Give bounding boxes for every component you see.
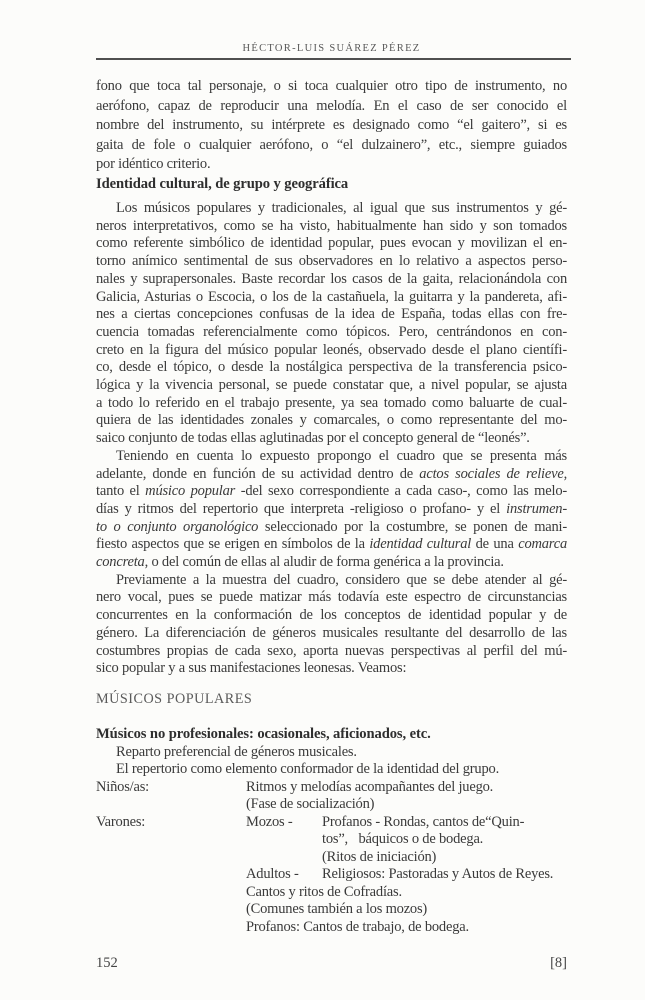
list-row bbox=[96, 884, 567, 902]
text-line: a todo lo referido en el trabajo presente, ya sea tomado como baluarte de cual- bbox=[96, 394, 567, 411]
text-line: lógica y la vivencia personal, se puede constatar que, a nivel popular, se ajusta bbox=[96, 377, 567, 394]
list-row bbox=[96, 866, 567, 884]
list-row bbox=[96, 901, 567, 919]
text-line: por idéntico criterio. bbox=[96, 156, 211, 172]
list-cell: Adultos - bbox=[246, 866, 299, 882]
text-line: sico popular y a sus manifestaciones leonesas. Veamos: bbox=[96, 660, 407, 677]
text-line: nales y suprapersonales. Baste recordar los casos de la gaita, relacionándola con bbox=[96, 270, 567, 287]
list-row bbox=[96, 814, 567, 832]
running-header: HÉCTOR-LUIS SUÁREZ PÉREZ bbox=[242, 43, 421, 54]
text-line: nero vocal, pues se puede matizar más todavía este espectro de circunstancias bbox=[96, 589, 567, 606]
classification-list bbox=[96, 744, 567, 937]
list-cell: Profanos: Cantos de trabajo, de bodega. bbox=[246, 918, 469, 935]
list-row bbox=[96, 744, 567, 762]
list-row bbox=[96, 779, 567, 797]
text-line: tanto el músico popular -del sexo correspondiente a cada caso-, como las melo- bbox=[96, 483, 568, 500]
list-cell: El repertorio como elemento conformador de la identidad del grupo. bbox=[116, 761, 499, 777]
list-cell: Ritmos y melodías acompañantes del juego. bbox=[246, 778, 494, 795]
signature-number: [8] bbox=[550, 955, 567, 971]
text-line: nombre del instrumento, su intérprete es designado como “el gaitero”, si es bbox=[96, 117, 567, 133]
text-line: saico conjunto de todas ellas aglutinadas por el concepto general de “leonés”. bbox=[96, 430, 530, 447]
list-cell: Religiosos: Pastoradas y Autos de Reyes. bbox=[322, 866, 554, 882]
list-cell: Profanos - Rondas, cantos de“Quin- bbox=[322, 813, 525, 830]
text-line: Los músicos populares y tradicionales, al igual que sus instrumentos y gé- bbox=[116, 200, 567, 216]
list-row bbox=[96, 849, 567, 867]
text-line: neros interpretativos, como se ha visto, habitualmente han sido y son tomados bbox=[96, 217, 567, 234]
page-footer bbox=[96, 954, 567, 972]
list-cell: Mozos - bbox=[246, 813, 293, 830]
text-line: aerófono, capaz de reproducir una melodía. En el caso de ser conocido el bbox=[96, 97, 567, 114]
list-cell: Niños/as: bbox=[96, 778, 149, 795]
list-cell: Reparto preferencial de géneros musicales. bbox=[116, 743, 357, 760]
body-paragraphs bbox=[96, 200, 567, 678]
text-line: concurrentes en la conformación de los conceptos de identidad popular y de bbox=[96, 607, 567, 624]
text-line: Galicia, Asturias o Escocia, o los de la castañuela, la guitarra y la pandereta, afi- bbox=[96, 288, 567, 305]
text-line: co, desde el tópico, o desde la nostálgica perspectiva de la transferencia psico- bbox=[96, 359, 567, 376]
list-row bbox=[96, 919, 567, 937]
list-cell: Cantos y ritos de Cofradías. bbox=[246, 883, 402, 900]
subsection-heading: Músicos no profesionales: ocasionales, aficionados, etc. bbox=[96, 725, 431, 742]
text-line: quiera de las identidades zonales y comarcales, o como representante del mo- bbox=[96, 412, 567, 429]
text-line: nes a ciertas concepciones confusas de la idea de España, todas ellas con fre- bbox=[96, 306, 567, 323]
list-row bbox=[96, 831, 567, 849]
text-line: adelante, donde en función de su actividad dentro de actos sociales de relieve, bbox=[96, 465, 567, 482]
text-line: torno anímico sentimental de sus observadores en lo relativo a aspectos perso- bbox=[96, 253, 567, 270]
list-row bbox=[96, 796, 567, 814]
text-line: fono que toca tal personaje, o si toca cualquier otro tipo de instrumento, no bbox=[96, 78, 567, 94]
list-cell: (Fase de socialización) bbox=[246, 796, 375, 812]
paragraph-continuation bbox=[96, 77, 567, 175]
chapter-heading: MÚSICOS POPULARES bbox=[96, 691, 253, 707]
header-rule bbox=[96, 58, 571, 60]
text-line: creto en la figura del músico popular leonés, observado desde el plano científi- bbox=[96, 341, 567, 358]
list-cell: (Ritos de iniciación) bbox=[322, 848, 437, 865]
text-line: género. La diferenciación de géneros musicales resultante del desarrollo de las bbox=[96, 624, 567, 641]
text-line: días y ritmos del repertorio que interpreta -religioso o profano- y el instrumen- bbox=[96, 500, 567, 517]
text-line: gaita de fole o cualquier aerófono, o “el dulzainero”, etc., siempre guiados bbox=[96, 136, 567, 153]
text-line: Teniendo en cuenta lo expuesto propongo el cuadro que se presenta más bbox=[116, 447, 567, 464]
text-line: concreta, o del común de ellas al aludir de forma genérica a la provincia. bbox=[96, 554, 504, 571]
text-line: cuencia tomadas referencialmente como tópicos. Pero, centrándonos en con- bbox=[96, 323, 567, 340]
text-line: to o conjunto organológico seleccionado por la costumbre, se ponen de mani- bbox=[96, 518, 568, 535]
page-number: 152 bbox=[96, 955, 118, 971]
section-heading: Identidad cultural, de grupo y geográfica bbox=[96, 176, 349, 192]
text-line: fiesto aspectos que se erigen en símbolos de la identidad cultural de una comarca bbox=[96, 536, 568, 553]
list-cell: Varones: bbox=[96, 813, 146, 830]
text-line: como referente simbólico de identidad popular, pues evocan y movilizan el en- bbox=[96, 235, 567, 252]
text-line: Previamente a la muestra del cuadro, considero que se debe atender al gé- bbox=[116, 571, 567, 588]
list-row bbox=[96, 761, 567, 779]
list-cell: (Comunes también a los mozos) bbox=[246, 901, 428, 917]
text-line: costumbres propias de cada sexo, aporta nuevas perspectivas al perfil del mú- bbox=[96, 642, 567, 659]
list-cell: tos”, báquicos o de bodega. bbox=[322, 831, 484, 847]
